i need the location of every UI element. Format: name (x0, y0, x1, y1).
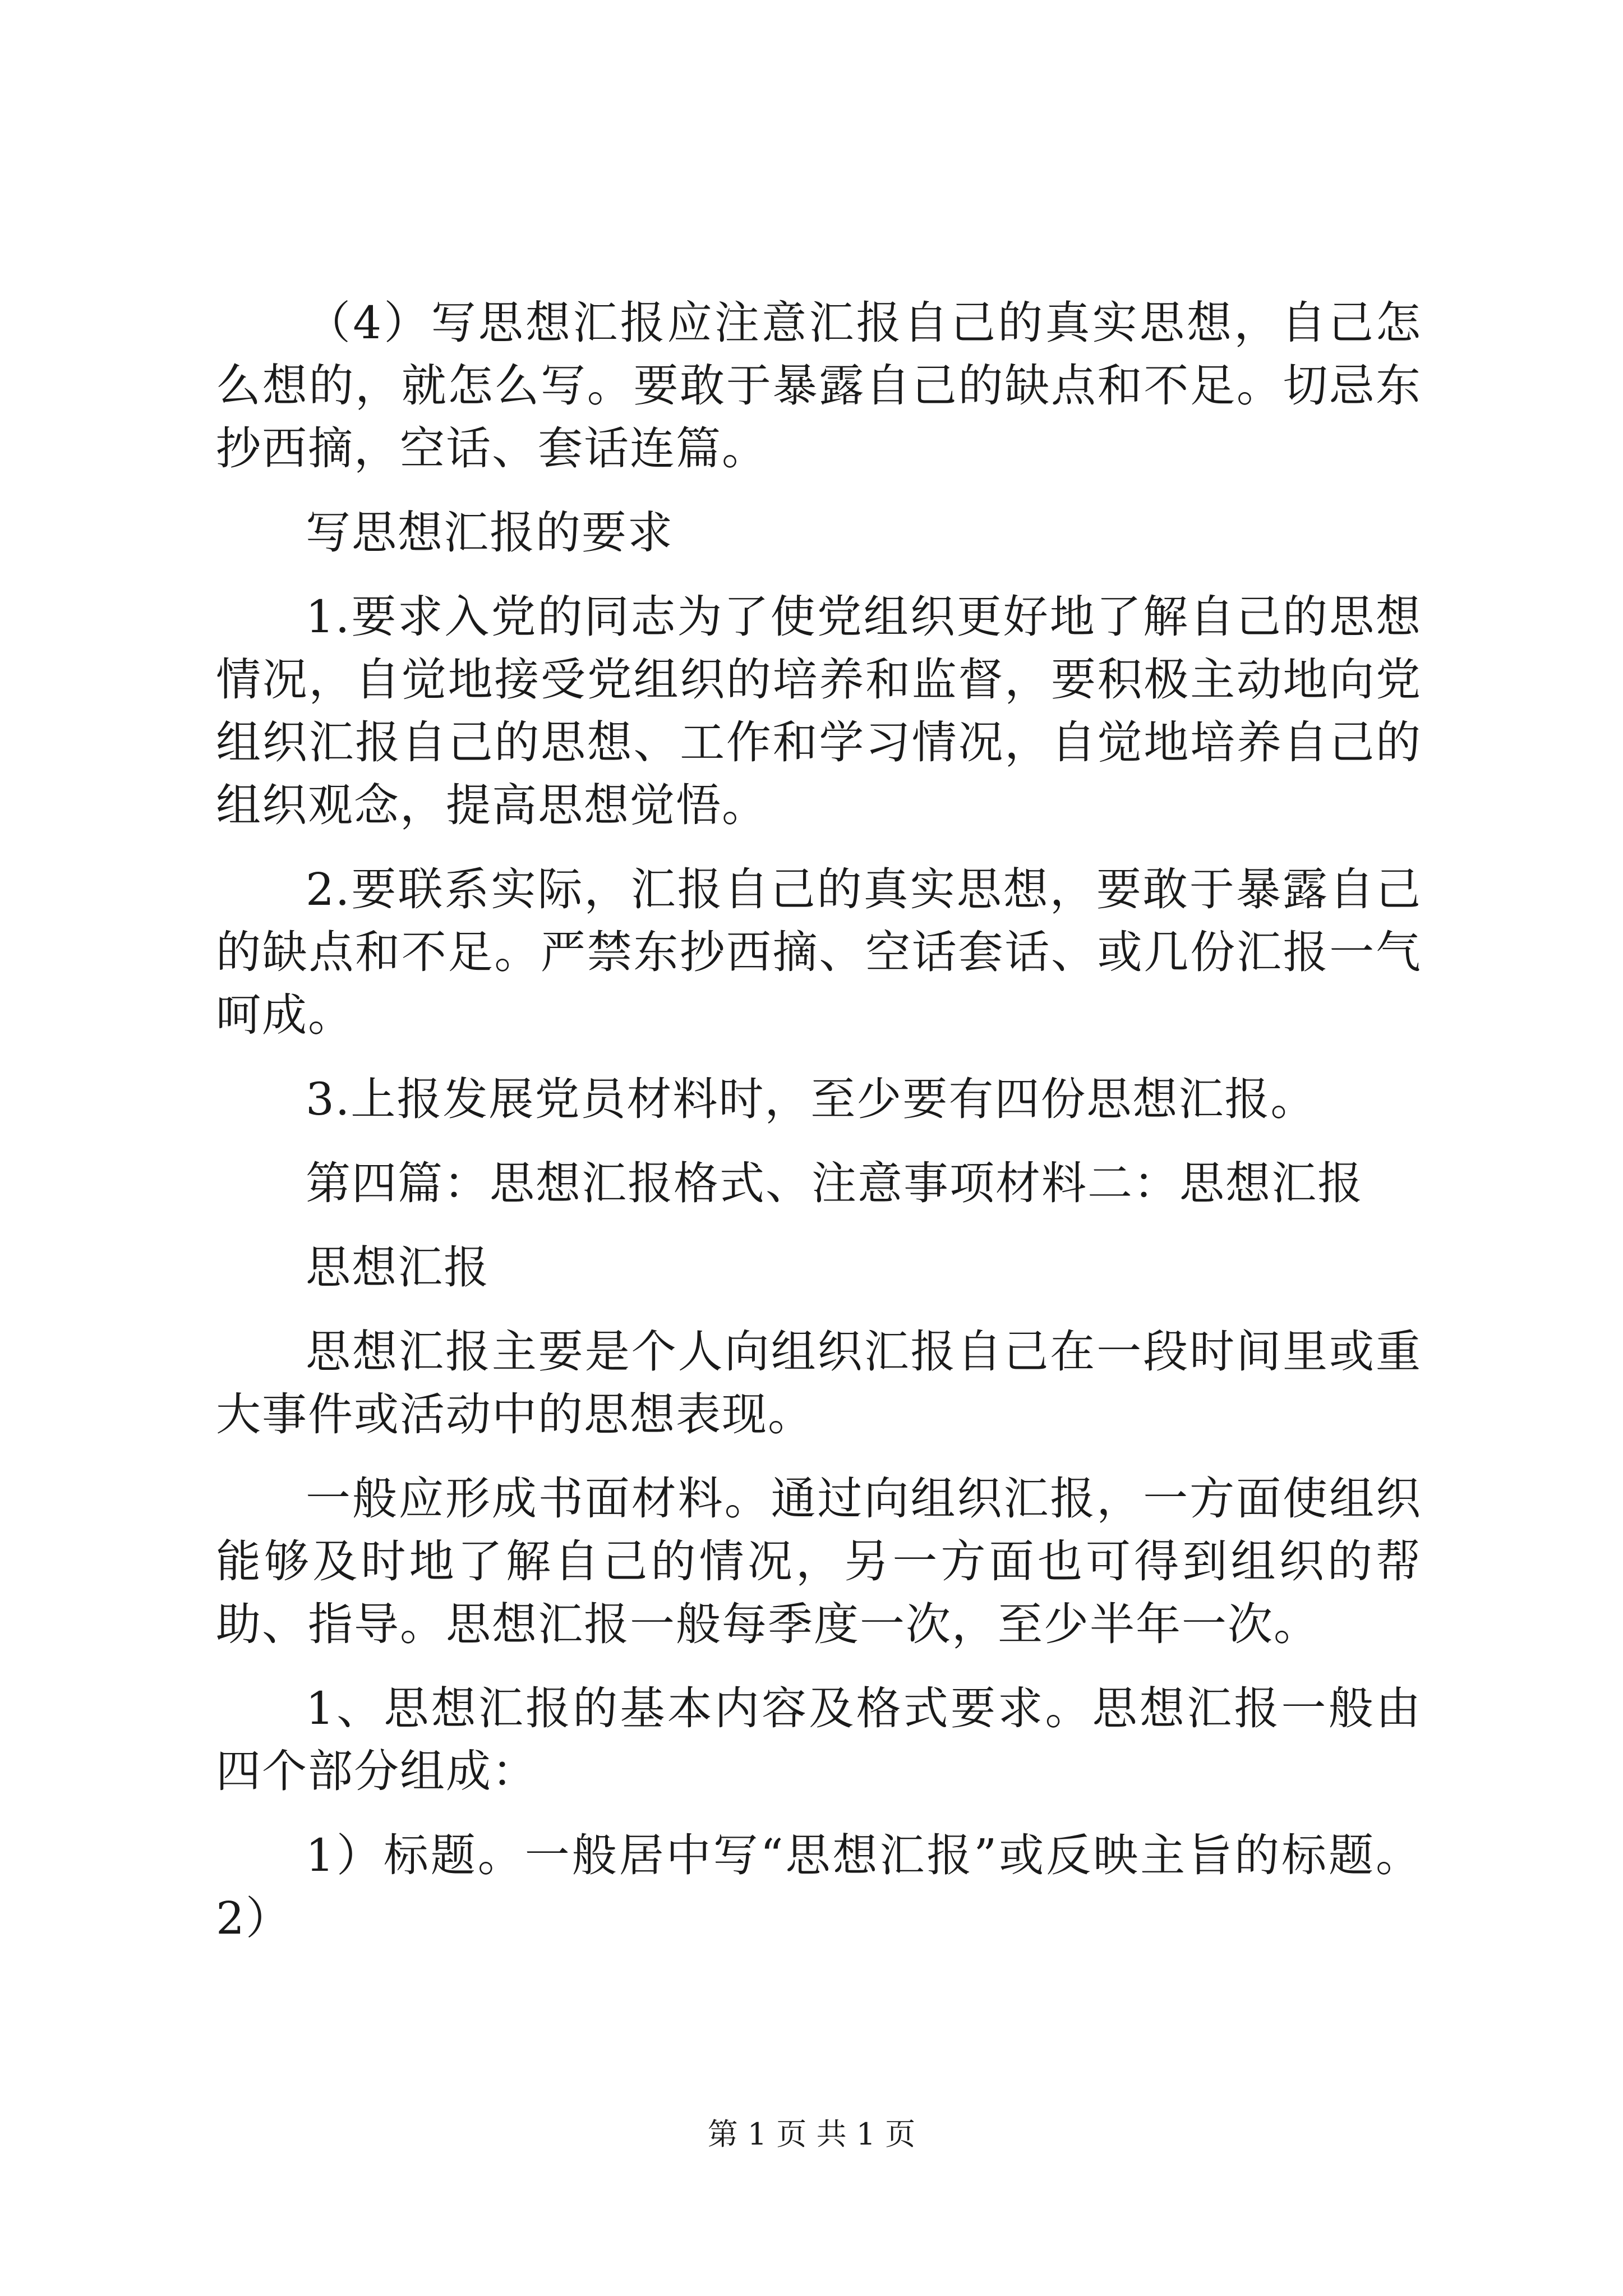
paragraph-1: （4）写思想汇报应注意汇报自己的真实思想，自己怎么想的，就怎么写。要敢于暴露自己的缺点和不足。切忌东抄西摘，空话、套话连篇。 (216, 297, 1422, 475)
page-number-footer: 第 1 页 共 1 页 (707, 2116, 916, 2152)
document-body (216, 292, 1422, 1971)
paragraph-3: 1.要求入党的同志为了使党组织更好地了解自己的思想情况，自觉地接受党组织的培养和监督，要积极主动地向党组织汇报自己的思想、工作和学习情况，自觉地培养自己的组织观念，提高思想觉悟。 (216, 591, 1422, 831)
paragraph-6: 第四篇：思想汇报格式、注意事项材料二：思想汇报 (306, 1157, 1363, 1209)
paragraph-11: 1）标题。一般居中写“思想汇报”或反映主旨的标题。2） (216, 1829, 1422, 1944)
paragraph-10: 1、思想汇报的基本内容及格式要求。思想汇报一般由四个部分组成： (216, 1682, 1422, 1797)
paragraph-7: 思想汇报 (306, 1241, 490, 1294)
paragraph-5: 3.上报发展党员材料时，至少要有四份思想汇报。 (306, 1073, 1317, 1125)
paragraph-9: 一般应形成书面材料。通过向组织汇报，一方面使组织能够及时地了解自己的情况，另一方面也可得到组织的帮助、指导。思想汇报一般每季度一次，至少半年一次。 (216, 1473, 1422, 1650)
paragraph-2: 写思想汇报的要求 (306, 507, 674, 559)
paragraph-4: 2.要联系实际，汇报自己的真实思想，要敢于暴露自己的缺点和不足。严禁东抄西摘、空话套话、或几份汇报一气呵成。 (216, 863, 1422, 1041)
paragraph-8: 思想汇报主要是个人向组织汇报自己在一段时间里或重大事件或活动中的思想表现。 (216, 1326, 1422, 1441)
